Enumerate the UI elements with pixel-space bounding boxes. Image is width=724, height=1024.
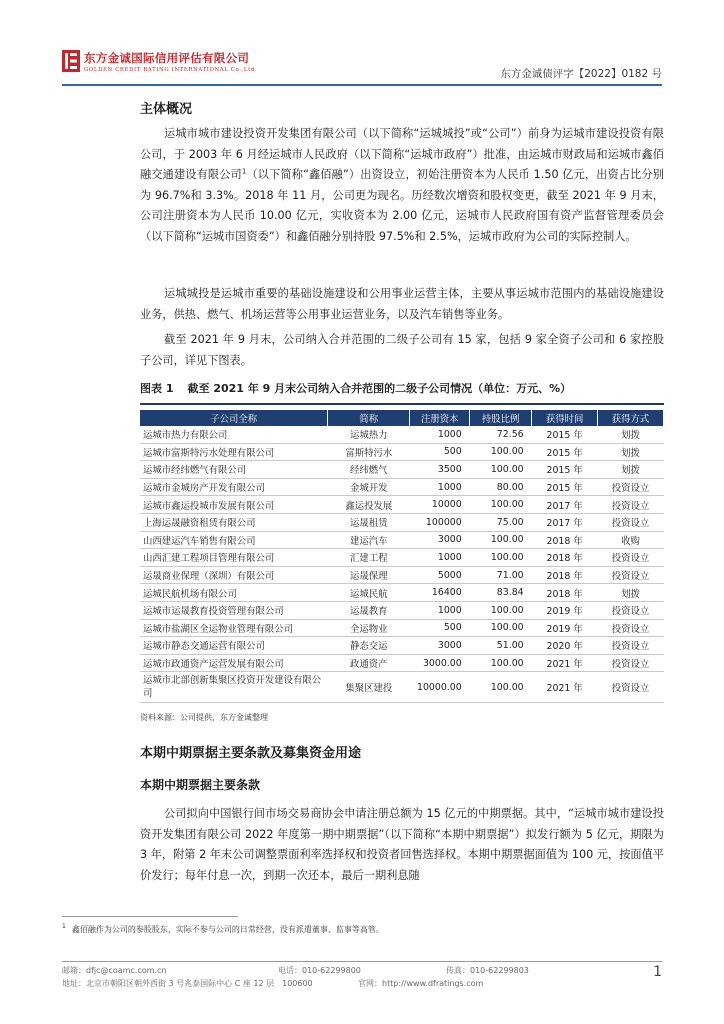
table-cell: 100.00 bbox=[470, 601, 532, 619]
table-cell: 100.00 bbox=[470, 654, 532, 672]
table-cell: 运城市北部创新集聚区投资开发建设有限公司 bbox=[140, 672, 328, 703]
table-cell: 1000 bbox=[410, 601, 470, 619]
column-header: 简称 bbox=[328, 410, 410, 426]
column-header: 持股比例 bbox=[470, 410, 532, 426]
table-cell: 运城民航 bbox=[328, 584, 410, 602]
figure-title bbox=[140, 380, 664, 396]
table-cell: 山西汇建工程项目管理有限公司 bbox=[140, 549, 328, 567]
table-cell: 投资设立 bbox=[598, 654, 664, 672]
table-cell: 划拨 bbox=[598, 461, 664, 479]
table-cell: 1000 bbox=[410, 478, 470, 496]
table-cell: 10000.00 bbox=[410, 672, 470, 703]
table-row bbox=[140, 601, 664, 619]
table-cell: 静态交运 bbox=[328, 637, 410, 655]
table-cell: 投资设立 bbox=[598, 672, 664, 703]
table-cell: 投资设立 bbox=[598, 566, 664, 584]
figure-label: 图表 1 bbox=[140, 382, 174, 395]
table-cell: 100.00 bbox=[470, 672, 532, 703]
table-source-note: 资料来源：公司提供，东方金诚整理 bbox=[140, 713, 268, 722]
table-cell: 5000 bbox=[410, 566, 470, 584]
company-name-en: GOLDEN CREDIT RATING INTERNATIONAL Co.,Ltd. bbox=[84, 67, 258, 73]
table-cell: 投资设立 bbox=[598, 496, 664, 514]
table-cell: 政通资产 bbox=[328, 654, 410, 672]
table-row bbox=[140, 496, 664, 514]
table-cell: 运城市盐湖区全运物业管理有限公司 bbox=[140, 619, 328, 637]
table-cell: 2018 年 bbox=[532, 531, 598, 549]
table-header-row bbox=[140, 410, 664, 426]
table-cell: 划拨 bbox=[598, 443, 664, 461]
table-row bbox=[140, 566, 664, 584]
table-cell: 51.00 bbox=[470, 637, 532, 655]
table-cell: 100000 bbox=[410, 513, 470, 531]
table-row bbox=[140, 619, 664, 637]
table-cell: 上海运晟融资租赁有限公司 bbox=[140, 513, 328, 531]
table-cell: 山西建运汽车销售有限公司 bbox=[140, 531, 328, 549]
table-row bbox=[140, 478, 664, 496]
table-row bbox=[140, 443, 664, 461]
table-cell: 运城市静态交通运营有限公司 bbox=[140, 637, 328, 655]
company-name-cn: 东方金诚国际信用评估有限公司 bbox=[84, 51, 250, 65]
table-cell: 2015 年 bbox=[532, 443, 598, 461]
table-row bbox=[140, 637, 664, 655]
table-cell: 2015 年 bbox=[532, 426, 598, 443]
footer-email: 邮箱：dfjc@coamc.com.cn bbox=[62, 966, 167, 975]
table-cell: 71.00 bbox=[470, 566, 532, 584]
subsidiaries-table bbox=[140, 410, 664, 703]
table-cell: 投资设立 bbox=[598, 601, 664, 619]
footer-website[interactable]: 官网：http://www.dfratings.com bbox=[358, 979, 484, 988]
table-cell: 鑫运投发展 bbox=[328, 496, 410, 514]
table-cell: 2018 年 bbox=[532, 566, 598, 584]
table-cell: 2018 年 bbox=[532, 549, 598, 567]
table-row bbox=[140, 654, 664, 672]
table-cell: 1000 bbox=[410, 549, 470, 567]
table-cell: 2015 年 bbox=[532, 478, 598, 496]
column-header: 获得时间 bbox=[532, 410, 598, 426]
table-cell: 100.00 bbox=[470, 461, 532, 479]
column-header: 子公司全称 bbox=[140, 410, 328, 426]
table-cell: 16400 bbox=[410, 584, 470, 602]
header-divider bbox=[62, 84, 662, 86]
table-cell: 2019 年 bbox=[532, 601, 598, 619]
table-cell: 运城市金城房产开发有限公司 bbox=[140, 478, 328, 496]
table-cell: 投资设立 bbox=[598, 619, 664, 637]
page-header bbox=[62, 44, 662, 84]
section-title-terms: 本期中期票据主要条款及募集资金用途 bbox=[140, 746, 362, 761]
table-cell: 100.00 bbox=[470, 619, 532, 637]
table-cell: 运城市经纬燃气有限公司 bbox=[140, 461, 328, 479]
table-row bbox=[140, 531, 664, 549]
table-cell: 83.84 bbox=[470, 584, 532, 602]
table-cell: 运晟商业保理（深圳）有限公司 bbox=[140, 566, 328, 584]
table-cell: 500 bbox=[410, 619, 470, 637]
table-cell: 2021 年 bbox=[532, 654, 598, 672]
table-cell: 运城民航机场有限公司 bbox=[140, 584, 328, 602]
table-row bbox=[140, 513, 664, 531]
paragraph-terms: 公司拟向中国银行间市场交易商协会申请注册总额为 15 亿元的中期票据。其中，“运城市城市建设投资开发集团有限公司 2022 年度第一期中期票据”（以下简称“本期中期票据”）拟发行额为 5 亿元，期限为 3 年，附第 2 年末公司调整票面利率选择权和投资者回售选择权。本期中期票据面值为 100 元，按面值平价发行；每年付息一次，到期一次还本，最后一期利息随 bbox=[140, 807, 664, 882]
page-number: 1 bbox=[653, 964, 662, 980]
table-cell: 500 bbox=[410, 443, 470, 461]
table-cell: 运晟教育 bbox=[328, 601, 410, 619]
table-cell: 75.00 bbox=[470, 513, 532, 531]
table-cell: 运城市热力有限公司 bbox=[140, 426, 328, 443]
column-header: 注册资本 bbox=[410, 410, 470, 426]
table-row bbox=[140, 426, 664, 443]
table-cell: 汇建工程 bbox=[328, 549, 410, 567]
table-cell: 运城热力 bbox=[328, 426, 410, 443]
table-cell: 投资设立 bbox=[598, 513, 664, 531]
table-cell: 100.00 bbox=[470, 549, 532, 567]
table-cell: 2021 年 bbox=[532, 672, 598, 703]
table-cell: 100.00 bbox=[470, 496, 532, 514]
paragraph-subsidiaries: 截至 2021 年 9 月末，公司纳入合并范围的二级子公司有 15 家，包括 9 家全资子公司和 6 家控股子公司，详见下图表。 bbox=[140, 333, 664, 367]
table-cell: 集聚区建投 bbox=[328, 672, 410, 703]
figure-rule bbox=[140, 403, 664, 405]
table-cell: 2017 年 bbox=[532, 513, 598, 531]
table-cell: 3500 bbox=[410, 461, 470, 479]
section-title-overview: 主体概况 bbox=[140, 102, 193, 117]
table-cell: 运晟租赁 bbox=[328, 513, 410, 531]
footnote-divider bbox=[62, 916, 238, 917]
table-cell: 建运汽车 bbox=[328, 531, 410, 549]
table-cell: 富斯特污水 bbox=[328, 443, 410, 461]
table-row bbox=[140, 584, 664, 602]
table-cell: 运城市运晟教育投资管理有限公司 bbox=[140, 601, 328, 619]
column-header: 获得方式 bbox=[598, 410, 664, 426]
table-cell: 运城市政通资产运营发展有限公司 bbox=[140, 654, 328, 672]
footer-address: 地址：北京市朝阳区朝外西街 3 号兆泰国际中心 C 座 12 层 100600 bbox=[62, 979, 313, 988]
footer-fax: 传真：010-62299803 bbox=[446, 966, 529, 975]
table-cell: 2018 年 bbox=[532, 584, 598, 602]
footer-phone: 电话：010-62299800 bbox=[278, 966, 361, 975]
table-cell: 10000 bbox=[410, 496, 470, 514]
table-cell: 划拨 bbox=[598, 426, 664, 443]
table-row bbox=[140, 549, 664, 567]
table-cell: 划拨 bbox=[598, 584, 664, 602]
table-cell: 100.00 bbox=[470, 531, 532, 549]
document-number: 东方金诚债评字【2022】0182 号 bbox=[500, 68, 662, 80]
table-cell: 3000 bbox=[410, 637, 470, 655]
paragraph-history: 运城市城市建设投资开发集团有限公司（以下简称“运城城投”或“公司”）前身为运城市建设投资有限公司，于 2003 年 6 月经运城市人民政府（以下简称“运城市政府”）批准，由运城市财政局和运城市鑫佰融交通建设有限公司$^1$（以下简称“鑫佰融”）出资设立，初始注册资本为人民币 1.50 亿元，出资占比分别为 96.7%和 3.3%。2018 年 11 月，公司更为现名。历经数次增资和股权变更，截至 2021 年 9 月末，公司注册资本为人民币 10.00 亿元，实收资本为 2.00 亿元，运城市人民政府国有资产监督管理委员会（以下简称“运城市国资委”）和鑫佰融分别持股 97.5%和 2.5%，运城市政府为公司的实际控制人。 bbox=[140, 127, 664, 243]
table-cell: 投资设立 bbox=[598, 478, 664, 496]
table-cell: 1000 bbox=[410, 426, 470, 443]
table-cell: 全运物业 bbox=[328, 619, 410, 637]
table-cell: 运晟保理 bbox=[328, 566, 410, 584]
table-cell: 金城开发 bbox=[328, 478, 410, 496]
table-cell: 投资设立 bbox=[598, 637, 664, 655]
company-logo-icon bbox=[62, 50, 80, 72]
figure-caption: 截至 2021 年 9 月末公司纳入合并范围的二级子公司情况（单位：万元、%） bbox=[187, 382, 572, 395]
table-cell: 72.56 bbox=[470, 426, 532, 443]
footer-divider bbox=[62, 961, 662, 962]
table-cell: 经纬燃气 bbox=[328, 461, 410, 479]
table-cell: 2017 年 bbox=[532, 496, 598, 514]
table-cell: 100.00 bbox=[470, 443, 532, 461]
table-cell: 3000.00 bbox=[410, 654, 470, 672]
table-cell: 2015 年 bbox=[532, 461, 598, 479]
table-row bbox=[140, 672, 664, 703]
table-cell: 80.00 bbox=[470, 478, 532, 496]
table-cell: 运城市鑫运投城市发展有限公司 bbox=[140, 496, 328, 514]
table-cell: 运城市富斯特污水处理有限公司 bbox=[140, 443, 328, 461]
table-cell: 2020 年 bbox=[532, 637, 598, 655]
subsection-title-terms: 本期中期票据主要条款 bbox=[140, 778, 261, 792]
footnote: $^1$ 鑫佰融作为公司的参股股东，实际不参与公司的日常经营，没有派遣董事、监事等高管。 bbox=[62, 923, 384, 934]
paragraph-business: 运城城投是运城市重要的基础设施建设和公用事业运营主体，主要从事运城市范围内的基础设施建设业务，供热、燃气、机场运营等公用事业运营业务，以及汽车销售等业务。 bbox=[140, 287, 664, 321]
table-cell: 3000 bbox=[410, 531, 470, 549]
footnote-ref[interactable]: 1 bbox=[241, 167, 247, 176]
table-cell: 投资设立 bbox=[598, 549, 664, 567]
table-cell: 2019 年 bbox=[532, 619, 598, 637]
table-row bbox=[140, 461, 664, 479]
table-cell: 收购 bbox=[598, 531, 664, 549]
